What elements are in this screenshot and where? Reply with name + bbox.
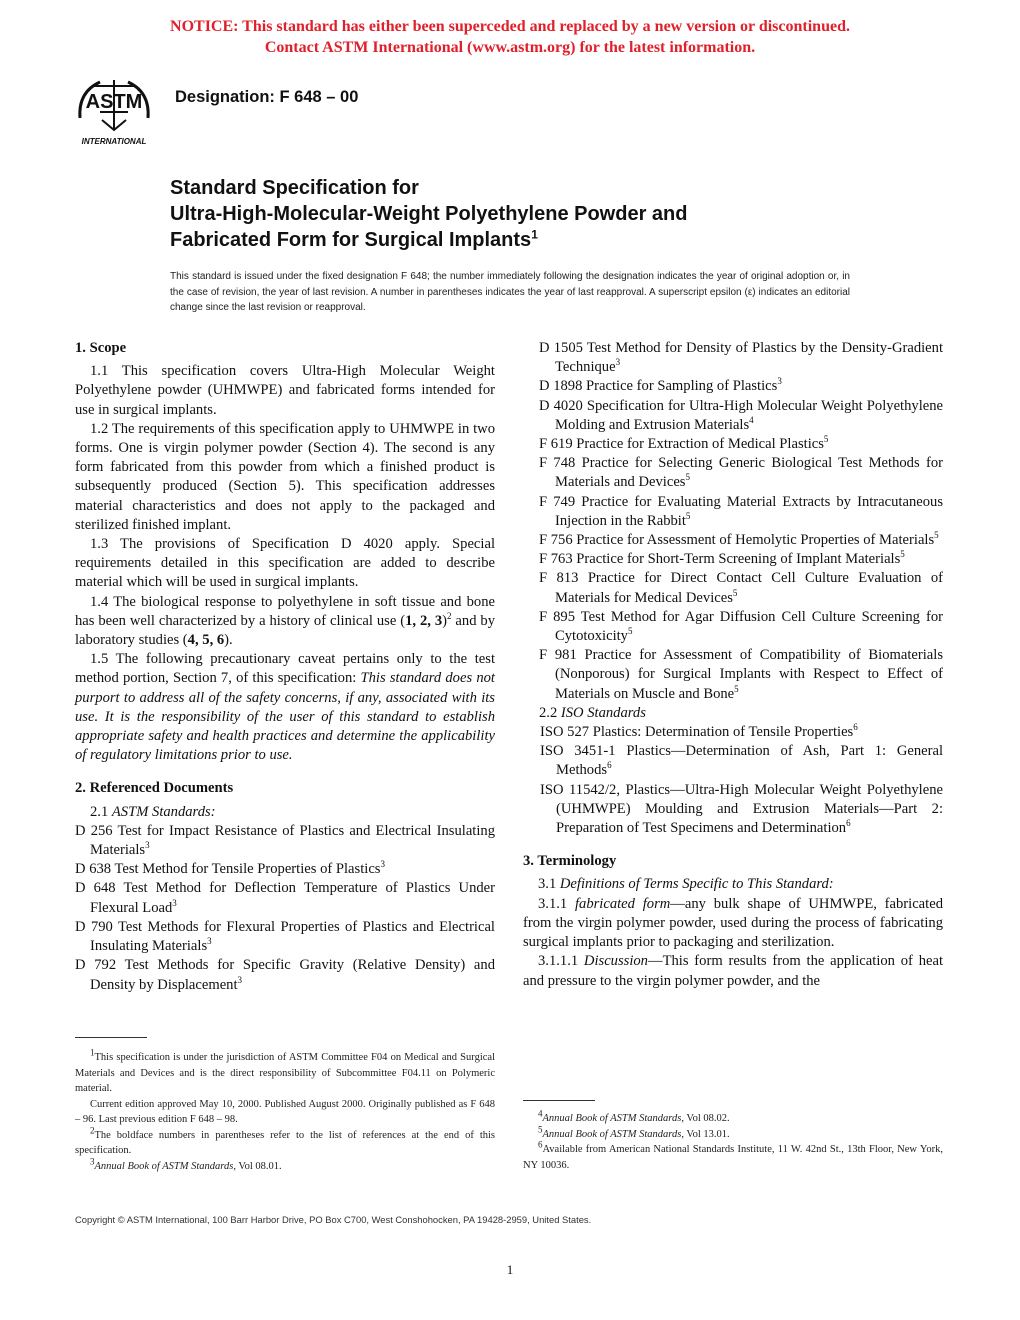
notice-line-2: Contact ASTM International (www.astm.org) for the latest information.	[264, 39, 756, 56]
ref-item: F 749 Practice for Evaluating Material Extracts by Intracutaneous Injection in the Rabbit$^5$	[539, 493, 943, 529]
iso-ref-item: ISO 3451-1 Plastics—Determination of Ash, Part 1: General Methods$^6$	[540, 743, 943, 779]
notice-line-1: NOTICE: This standard has either been superceded and replaced by a new version or discontinued.	[170, 18, 850, 35]
para-2-1: 2.1 ASTM Standards:	[90, 803, 216, 820]
ref-item: F 981 Practice for Assessment of Compatibility of Biomaterials (Nonporous) for Surgical Implants with Respect to Effect of Materials on Muscle and Bone$^5$	[539, 647, 943, 702]
para-1-5: 1.5 The following precautionary caveat pertains only to the test method portion, Section 7, of this specification: This standard does not purport to address all of the safety concerns, if any, associated with its use. It is the responsibility of the user of this standard to establish appropriate safety and health practices and determine the applicability of regulatory limitations prior to use.	[75, 651, 495, 764]
designation: Designation: F 648 – 00	[175, 88, 359, 106]
ref-item: F 756 Practice for Assessment of Hemolytic Properties of Materials$^5$	[539, 530, 939, 549]
title-line-1: Standard Specification for	[170, 177, 419, 199]
para-1-1: 1.1 This specification covers Ultra-High Molecular Weight Polyethylene powder (UHMWPE) and fabricated forms intended for use in surgical implants.	[75, 363, 495, 418]
ref-item: D 790 Test Methods for Flexural Properties of Plastics and Electrical Insulating Materials$^3$	[75, 918, 495, 955]
ref-item: D 4020 Specification for Ultra-High Molecular Weight Polyethylene Molding and Extrusion Materials$^4$	[539, 397, 943, 433]
left-footnotes	[75, 1047, 495, 1174]
footnote-5: $^5$Annual Book of ASTM Standards, Vol 13.01.	[538, 1124, 730, 1140]
ref-item: D 1898 Practice for Sampling of Plastics$^3$	[539, 376, 782, 395]
para-3-1: 3.1 Definitions of Terms Specific to This Standard:	[538, 876, 834, 893]
ref-item: F 813 Practice for Direct Contact Cell Culture Evaluation of Materials for Medical Devices$^5$	[539, 570, 943, 606]
right-column	[523, 339, 943, 991]
para-1-3: 1.3 The provisions of Specification D 4020 apply. Special requirements detailed in this specification are added to describe material which will be used in surgical implants.	[75, 536, 495, 591]
footnote-2: $^2$The boldface numbers in parentheses refer to the list of references at the end of this specification.	[75, 1125, 495, 1156]
footnote-3: $^3$Annual Book of ASTM Standards, Vol 08.01.	[90, 1156, 282, 1172]
ref-item: D 792 Test Methods for Specific Gravity (Relative Density) and Density by Displacement$^3$	[75, 957, 495, 993]
logo-subtext: INTERNATIONAL	[81, 137, 147, 146]
para-1-2: 1.2 The requirements of this specification apply to UHMWPE in two forms. One is virgin polymer powder (Section 4). The second is any form fabricated from this powder from which a finished product is subsequently produced (Section 5). This specification addresses material characteristics and does not apply to the packaged and sterilized finished implant.	[75, 420, 495, 533]
footnote-1b: Current edition approved May 10, 2000. Published August 2000. Originally published as F 648 – 96. Last previous edition F 648 – 98.	[75, 1098, 495, 1125]
ref-item: D 648 Test Method for Deflection Temperature of Plastics Under Flexural Load$^3$	[75, 880, 495, 916]
supersede-notice	[0, 16, 1020, 58]
left-footnote-rule	[75, 1037, 147, 1038]
left-column	[75, 339, 495, 995]
iso-ref-item: ISO 527 Plastics: Determination of Tensile Properties$^6$	[540, 722, 858, 741]
title-line-3: Fabricated Form for Surgical Implants$^1$	[170, 227, 538, 251]
para-1-4: 1.4 The biological response to polyethylene in soft tissue and bone has been well characterized by a history of clinical use (1, 2, 3)$^2$ and by laboratory studies (4, 5, 6).	[75, 593, 496, 649]
title-footnote-mark: 1	[531, 227, 538, 242]
ref-item: F 895 Test Method for Agar Diffusion Cell Culture Screening for Cytotoxicity$^5$	[539, 608, 943, 645]
right-footnote-rule	[523, 1100, 595, 1101]
issue-note: This standard is issued under the fixed designation F 648; the number immediately following the designation indicates the year of original adoption or, in the case of revision, the year of last revision. A number in parentheses indicates the year of last reapproval. A superscript epsilon (ε) indicates an editorial change since the last revision or reapproval.	[170, 271, 850, 313]
iso-ref-item: ISO 11542/2, Plastics—Ultra-High Molecular Weight Polyethylene (UHMWPE) Moulding and Extrusion Materials—Part 2: Preparation of Test Specimens and Determination$^6$	[540, 781, 943, 837]
para-3-1-1: 3.1.1 fabricated form—any bulk shape of UHMWPE, fabricated from the virgin polymer powder, used during the process of fabricating surgical implants prior to packaging and sterilization.	[523, 895, 943, 951]
para-2-2: 2.2 ISO Standards	[539, 704, 646, 721]
ref-item: F 763 Practice for Short-Term Screening of Implant Materials$^5$	[539, 549, 905, 568]
logo-text: ASTM	[85, 91, 143, 113]
right-footnotes	[523, 1108, 943, 1173]
title-line-2: Ultra-High-Molecular-Weight Polyethylene Powder and	[170, 203, 688, 225]
footnote-4: $^4$Annual Book of ASTM Standards, Vol 08.02.	[538, 1108, 730, 1124]
ref-item: F 748 Practice for Selecting Generic Biological Test Methods for Materials and Devices$^5$	[539, 455, 943, 491]
ref-item: D 256 Test for Impact Resistance of Plastics and Electrical Insulating Materials$^3$	[75, 822, 495, 859]
terminology-heading: 3. Terminology	[523, 853, 617, 870]
ref-item: D 1505 Test Method for Density of Plastics by the Density-Gradient Technique$^3$	[539, 340, 943, 376]
astm-logo	[64, 78, 164, 148]
scope-heading: 1. Scope	[75, 340, 127, 356]
footnote-1: $^1$This specification is under the jurisdiction of ASTM Committee F04 on Medical and Surgical Materials and Devices and is the direct responsibility of Subcommittee F04.11 on Polymeric material.	[75, 1047, 495, 1094]
ref-item: F 619 Practice for Extraction of Medical Plastics$^5$	[539, 434, 829, 453]
para-3-1-1-1: 3.1.1.1 Discussion—This form results from the application of heat and pressure to the virgin polymer powder, and the	[523, 953, 944, 989]
document-title	[170, 175, 687, 253]
page-number: 1	[506, 1262, 514, 1277]
copyright-line: Copyright © ASTM International, 100 Barr Harbor Drive, PO Box C700, West Conshohocken, PA 19428-2959, United States.	[75, 1214, 592, 1225]
ref-item: D 638 Test Method for Tensile Properties of Plastics$^3$	[75, 859, 385, 878]
referenced-documents-heading: 2. Referenced Documents	[75, 780, 234, 797]
footnote-6: $^6$Available from American National Standards Institute, 11 W. 42nd St., 13th Floor, New York, NY 10036.	[523, 1139, 943, 1171]
